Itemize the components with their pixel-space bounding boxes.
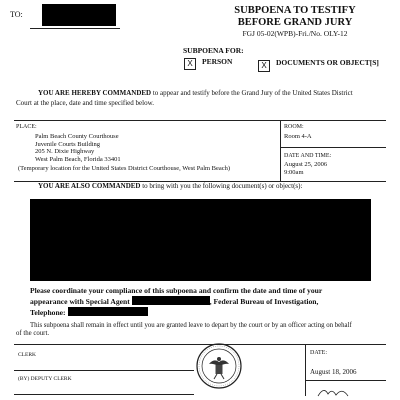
also-command-text: to bring with you the following document(s) or object(s):	[142, 182, 303, 190]
redacted-documents-list	[30, 199, 371, 281]
room-value: Room 4-A	[284, 133, 312, 140]
also-command-lead: YOU ARE ALSO COMMANDED	[38, 182, 141, 190]
room-date-divider	[280, 147, 386, 148]
court-seal-icon	[196, 343, 242, 389]
documents-checkbox[interactable]: X	[258, 60, 270, 72]
date-label: DATE:	[310, 350, 327, 356]
to-label: TO:	[10, 10, 23, 19]
coordinate-line-2	[30, 296, 395, 307]
coordinate-line-2a: appearance with Special Agent	[30, 297, 130, 306]
clerk-line	[14, 370, 194, 371]
redacted-recipient	[42, 4, 116, 26]
place-line-2: Juvenile Courts Building	[35, 140, 100, 148]
remain-line-2: of the court.	[16, 330, 50, 337]
case-number: FGJ 05-02(WPB)-Fri./No. OLY-12	[242, 29, 348, 38]
redacted-telephone	[68, 307, 148, 316]
also-command-line	[38, 182, 302, 190]
telephone-label: Telephone:	[30, 308, 66, 317]
to-underline	[30, 28, 120, 29]
title-line-2: BEFORE GRAND JURY	[237, 17, 353, 28]
coordinate-line-1: Please coordinate your compliance of this subpoena and confirm the date and time of your	[30, 286, 323, 295]
place-box-divider	[280, 120, 281, 181]
place-line-5: (Temporary location for the United States District Courthouse, West Palm Beach)	[18, 165, 231, 172]
person-checkbox[interactable]: X	[184, 58, 196, 70]
place-label: PLACE:	[16, 124, 37, 130]
subpoena-for-label: SUBPOENA FOR:	[183, 46, 244, 55]
place-line-3: 205 N. Dixie Highway	[35, 148, 95, 155]
redacted-agent-name	[132, 296, 210, 305]
room-label: ROOM:	[284, 124, 304, 130]
page-title	[200, 5, 390, 29]
place-address	[35, 133, 121, 163]
place-line-4: West Palm Beach, Florida 33401	[35, 155, 121, 163]
date-underline	[306, 380, 386, 381]
datetime-time: 9:00am	[284, 169, 304, 176]
command-lead: YOU ARE HEREBY COMMANDED	[38, 89, 152, 97]
place-line-1: Palm Beach County Courthouse	[35, 133, 119, 140]
person-label: PERSON	[202, 57, 233, 66]
coordinate-line-3	[30, 307, 395, 318]
documents-label: DOCUMENTS OR OBJECT[S]	[276, 58, 379, 67]
deputy-clerk-label: (BY) DEPUTY CLERK	[18, 376, 72, 382]
datetime-label: DATE AND TIME:	[284, 153, 332, 159]
command-paragraph-line-1	[38, 89, 398, 97]
signature-icon	[316, 384, 376, 398]
deputy-line	[14, 394, 194, 395]
place-box-top	[14, 120, 386, 121]
clerk-box-divider	[305, 344, 306, 396]
title-line-1: SUBPOENA TO TESTIFY	[234, 5, 356, 16]
coordinate-line-2b: , Federal Bureau of Investigation,	[209, 297, 319, 306]
date-value: August 18, 2006	[310, 368, 357, 376]
remain-line-1: This subpoena shall remain in effect until you are granted leave to depart by the court or by an officer acting on behalf	[30, 322, 352, 329]
coordinate-paragraph	[30, 285, 395, 318]
clerk-label: CLERK	[18, 352, 37, 358]
command-text: to appear and testify before the Grand Jury of the United States District	[152, 89, 353, 97]
command-paragraph-line-2: Court at the place, date and time specified below.	[16, 99, 154, 107]
datetime-date: August 25, 2006	[284, 161, 328, 168]
